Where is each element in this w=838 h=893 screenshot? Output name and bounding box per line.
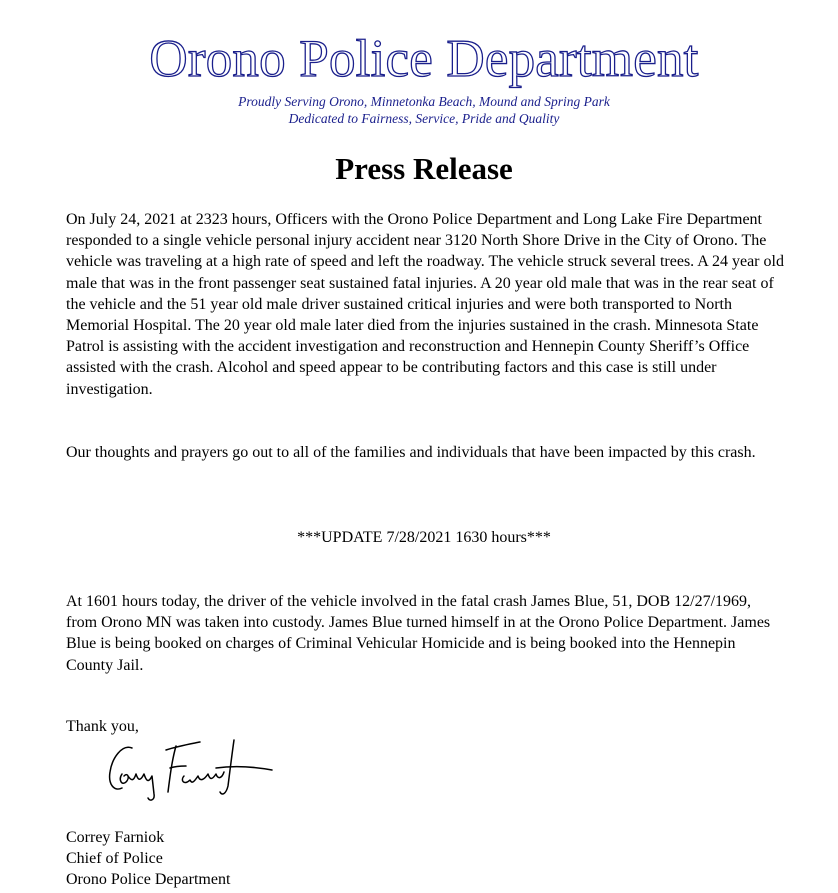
incident-paragraph: On July 24, 2021 at 2323 hours, Officers with the Orono Police Department and Long Lake Fire Department responded to a single vehicle personal injury accident near 3120 North Shore Drive in the City of Orono. The vehicle was traveling at a high rate of speed and left the roadway. The vehicle struck several trees. A 24 year old male that was in the front passenger seat sustained fatal injuries. A 20 year old male that was in the rear seat of the vehicle and the 51 year old male driver sustained critical injuries and were both transported to North Memorial Hospital. The 20 year old male later died from the injuries sustained in the crash. Minnesota State Patrol is assisting with the accident investigation and reconstruction and Hennepin County Sheriff’s Office assisted with the crash. Alcohol and speed appear to be contributing factors and this case is still under investigation.	[66, 211, 784, 398]
signer-title: Chief of Police	[66, 850, 163, 867]
update-paragraph: At 1601 hours today, the driver of the vehicle involved in the fatal crash James Blue, 51, DOB 12/27/1969, from Orono MN was taken into custody. James Blue turned himself in at the Orono Police Department. James Blue is being booked on charges of Criminal Vehicular Homicide and is being booked into the Hennepin County Jail.	[66, 593, 771, 674]
condolence-paragraph: Our thoughts and prayers go out to all of the families and individuals that have been impacted by this crash.	[66, 444, 756, 461]
handwritten-signature	[104, 736, 284, 806]
update-heading: ***UPDATE 7/28/2021 1630 hours***	[297, 529, 551, 546]
closing-thanks: Thank you,	[66, 718, 139, 735]
signer-name: Correy Farniok	[66, 829, 165, 846]
department-name: Orono Police Department	[149, 30, 699, 88]
signer-organization: Orono Police Department	[66, 871, 231, 888]
letterhead	[0, 28, 838, 127]
document-title: Press Release	[335, 151, 513, 186]
tagline-service-area: Proudly Serving Orono, Minnetonka Beach, Mound and Spring Park	[238, 94, 610, 109]
tagline-values: Dedicated to Fairness, Service, Pride and Quality	[288, 111, 560, 126]
signer-block	[66, 827, 230, 890]
